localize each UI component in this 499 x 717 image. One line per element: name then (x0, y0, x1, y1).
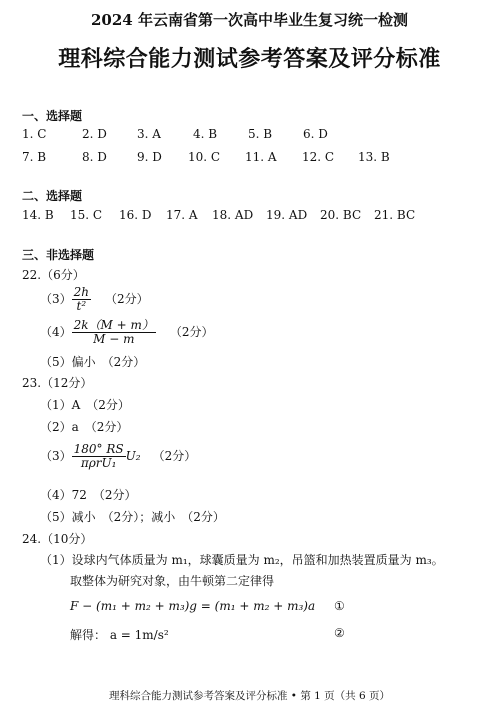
answer-item: 7. B (22, 150, 47, 164)
q22-part-4 (40, 319, 214, 346)
fraction (72, 443, 126, 470)
section-2-heading: 二、选择题 (22, 189, 83, 203)
answer-item: 8. D (82, 150, 107, 164)
q23-part-1: （1）A （2分） (40, 398, 130, 412)
answer-item: 11. A (245, 150, 277, 164)
answer-item: 16. D (119, 208, 152, 222)
q24-part-1-line-1: （1）设球内气体质量为 m₁，球囊质量为 m₂，吊篮和加热装置质量为 m₃。 (40, 553, 444, 567)
q23-part-5: （5）减小 （2分）；减小 （2分） (40, 510, 225, 524)
document-title: 理科综合能力测试参考答案及评分标准 (58, 46, 441, 72)
answer-item: 2. D (82, 127, 107, 141)
equation-marker-2: ② (334, 626, 345, 640)
fraction (72, 319, 156, 346)
q23-part-2: （2）a （2分） (40, 420, 129, 434)
answer-item: 21. BC (374, 208, 416, 222)
q22-part-3 (40, 286, 149, 313)
q22-label: 22.（6分） (22, 268, 85, 282)
part-label: （3） (40, 292, 72, 306)
answer-item: 10. C (188, 150, 221, 164)
fraction-tail: U₂ (125, 449, 141, 463)
q23-part-4: （4）72 （2分） (40, 488, 137, 502)
numerator: 2k（M + m） (73, 318, 154, 332)
answer-item: 5. B (248, 127, 273, 141)
denominator: πρrU₁ (80, 456, 117, 470)
score: （2分） (169, 325, 214, 339)
part-label: （4） (40, 325, 72, 339)
page-footer: 理科综合能力测试参考答案及评分标准 • 第 1 页（共 6 页） (108, 690, 391, 702)
answer-item: 4. B (193, 127, 218, 141)
answer-item: 19. AD (266, 208, 308, 222)
answer-item: 18. AD (212, 208, 254, 222)
score: （2分） (105, 292, 149, 306)
answer-item: 20. BC (320, 208, 362, 222)
equation-marker-1: ① (334, 599, 345, 613)
q23-label: 23.（12分） (22, 376, 93, 390)
answer-item: 6. D (303, 127, 328, 141)
answer-item: 3. A (137, 127, 161, 141)
section-3-heading: 三、非选择题 (22, 248, 95, 262)
numerator: 2h (73, 285, 90, 299)
q24-equation-2: 解得： a = 1m/s² (70, 628, 169, 642)
answer-item: 15. C (70, 208, 103, 222)
fraction (72, 286, 91, 313)
q23-part-3 (40, 443, 196, 470)
answer-item: 12. C (302, 150, 335, 164)
exam-title: 2024 年云南省第一次高中毕业生复习统一检测 (91, 11, 408, 29)
part-label: （3） (40, 449, 72, 463)
numerator: 180° RS (73, 442, 124, 456)
q24-equation-1: F − (m₁ + m₂ + m₃)g = (m₁ + m₂ + m₃)a (70, 599, 316, 613)
score: （2分） (152, 449, 197, 463)
q24-label: 24.（10分） (22, 532, 93, 546)
answer-item: 9. D (137, 150, 162, 164)
answer-item: 13. B (358, 150, 390, 164)
answer-item: 1. C (22, 127, 47, 141)
denominator: M − m (93, 332, 135, 346)
q22-part-5: （5）偏小 （2分） (40, 355, 146, 369)
answer-item: 17. A (166, 208, 198, 222)
section-1-heading: 一、选择题 (22, 109, 83, 123)
denominator: t² (76, 299, 87, 313)
q24-part-1-line-2: 取整体为研究对象，由牛顿第二定律得 (70, 574, 275, 588)
answer-item: 14. B (22, 208, 54, 222)
